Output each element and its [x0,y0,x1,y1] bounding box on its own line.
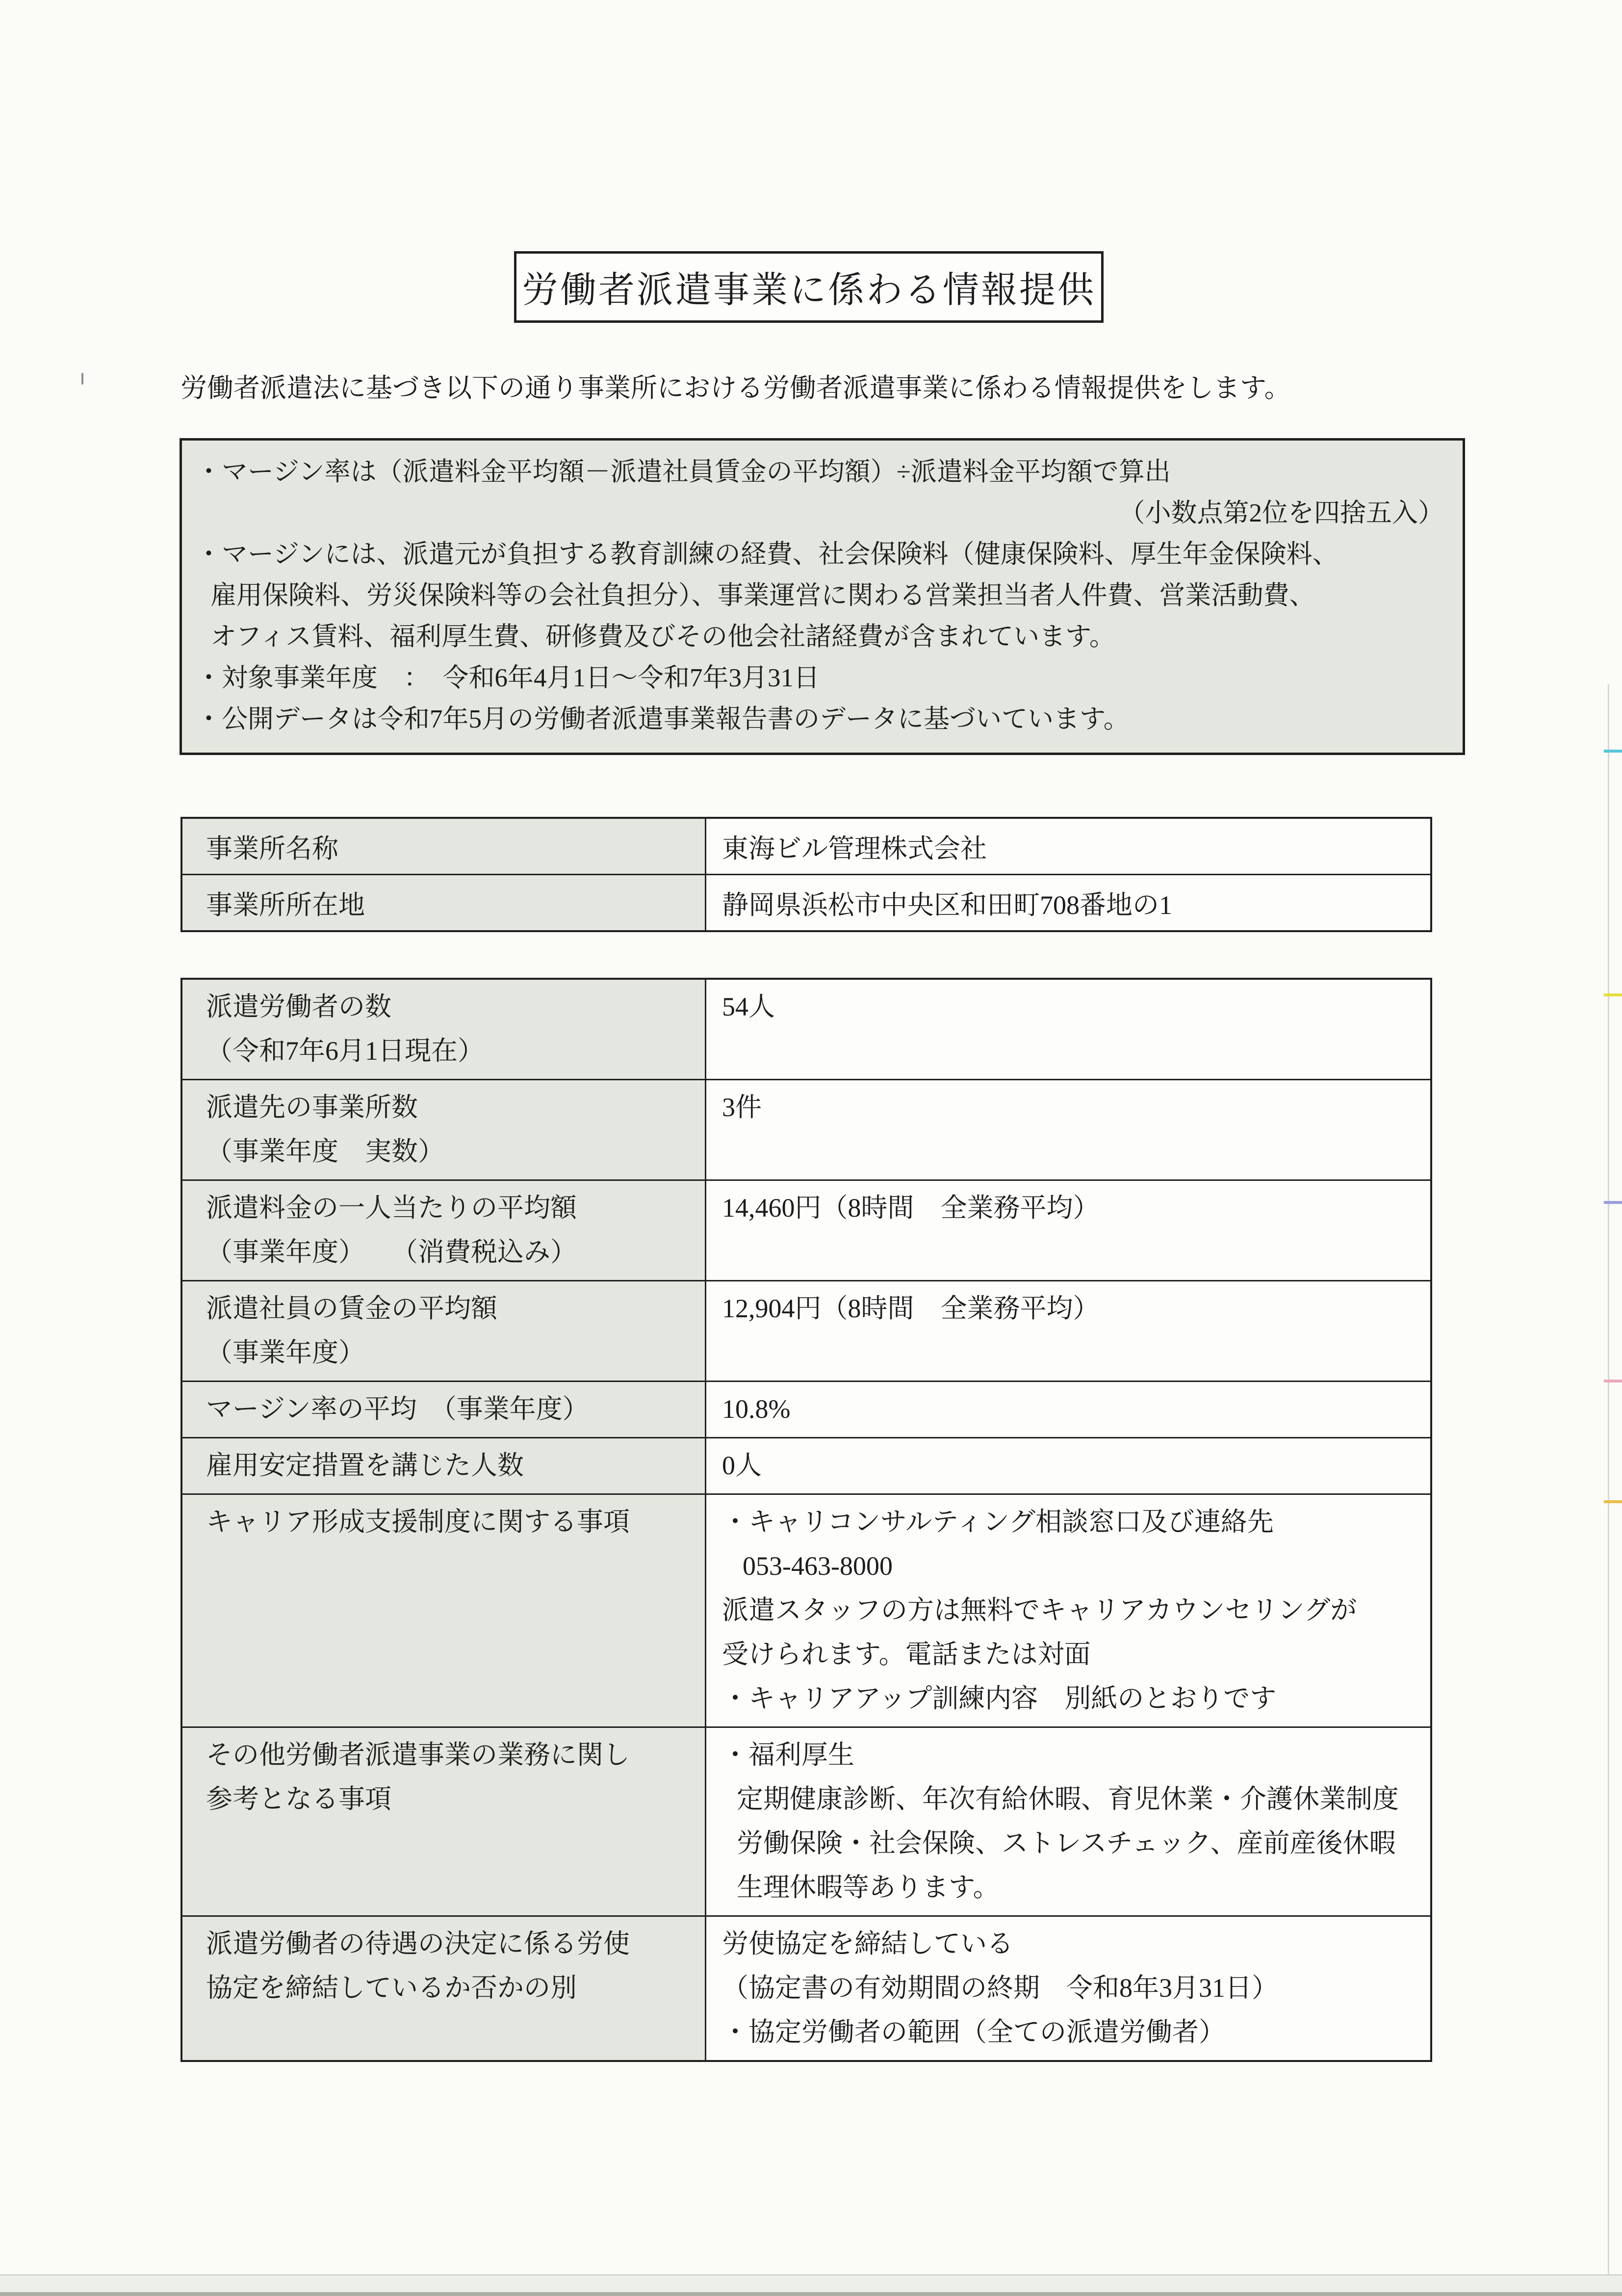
note-line-business-year: ・対象事業年度 ： 令和6年4月1日～令和7年3月31日 [196,664,820,692]
row-label-career-support [181,1494,706,1727]
row-value-worker-count [706,979,1432,1080]
value-line: 派遣スタッフの方は無料でキャリアカウンセリングが [722,1595,1357,1625]
label-line: 協定を締結しているか否かの別 [206,1973,577,2003]
table-row-worker-count [181,979,1431,1080]
row-label-margin-rate [181,1382,706,1438]
value-line: 定期健康診断、年次有給休暇、育児休業・介護休業制度 [737,1784,1399,1814]
row-value-average-wage [706,1281,1432,1382]
office-info-table [180,817,1432,932]
scan-tick-orange [1604,1500,1622,1503]
value-line: ・キャリアアップ訓練内容 別紙のとおりです [722,1684,1277,1713]
value-line: 12,904円（8時間 全業務平均） [722,1294,1100,1323]
table-row-client-count [181,1080,1431,1180]
table-row-employment-stability [181,1438,1431,1494]
row-label-client-count [181,1080,706,1180]
row-label-office-name: 事業所名称 [181,818,706,875]
value-line: 生理休暇等あります。 [737,1873,1000,1902]
intro-text: 労働者派遣法に基づき以下の通り事業所における労働者派遣事業に係わる情報提供をします。 [180,373,1291,403]
table-row-labor-agreement [181,1916,1431,2061]
note-line-margin-contents-3: オフィス賃料、福利厚生費、研修費及びその他会社諸経費が含まれています。 [210,623,1115,651]
margin-rate-notes-box [180,438,1465,755]
table-row-average-fee [181,1180,1431,1281]
label-line: （令和7年6月1日現在） [206,1036,484,1066]
row-value-office-name: 東海ビル管理株式会社 [706,818,1432,875]
label-line: 派遣労働者の待遇の決定に係る労使 [206,1929,630,1958]
label-line: 参考となる事項 [206,1784,391,1814]
label-line: 雇用安定措置を講じた人数 [206,1451,524,1480]
table-row-office-name [181,818,1431,875]
note-line-data-source: ・公開データは令和7年5月の労働者派遣事業報告書のデータに基づいています。 [196,705,1130,733]
note-line-rounding: （小数点第2位を四捨五入） [1119,499,1444,527]
scan-page-edge-line [1608,684,1609,2296]
value-line: 10.8% [722,1394,791,1424]
value-line: 14,460円（8時間 全業務平均） [722,1193,1100,1223]
table-row-other-reference [181,1727,1431,1916]
row-label-worker-count [181,979,706,1080]
value-line: 受けられます。電話または対面 [722,1640,1091,1669]
value-line-phone: 053-463-8000 [743,1551,893,1581]
label-line: キャリア形成支援制度に関する事項 [206,1507,630,1537]
dispatch-details-table [180,978,1432,2062]
value-line: 労使協定を締結している [722,1929,1013,1958]
document-title-box [514,251,1104,323]
row-value-other-reference [706,1727,1432,1916]
value-line: ・福利厚生 [722,1740,854,1770]
table-row-margin-rate [181,1382,1431,1438]
label-line: 派遣社員の賃金の平均額 [206,1294,497,1323]
row-value-average-fee [706,1180,1432,1281]
value-line: ・キャリコンサルティング相談窓口及び連絡先 [722,1507,1274,1537]
value-line: 労働保険・社会保険、ストレスチェック、産前産後休暇 [737,1828,1396,1858]
table-row-career-support [181,1494,1431,1727]
scan-bottom-edge-band [0,2274,1622,2296]
scan-tick-purple [1604,1201,1622,1204]
label-line: その他労働者派遣事業の業務に関し [206,1740,630,1770]
table-row-office-address [181,875,1431,932]
row-value-margin-rate [706,1382,1432,1438]
row-value-office-address: 静岡県浜松市中央区和田町708番地の1 [706,875,1432,932]
row-label-average-wage [181,1281,706,1382]
note-line-margin-contents-2: 雇用保険料、労災保険料等の会社負担分）、事業運営に関わる営業担当者人件費、営業活動費、 [210,581,1315,610]
label-line: マージン率の平均 （事業年度） [206,1394,589,1424]
label-line: （事業年度） [206,1338,365,1367]
row-value-employment-stability [706,1438,1432,1494]
value-line: ・協定労働者の範囲（全ての派遣労働者） [722,2017,1225,2047]
value-line: 0人 [722,1451,762,1480]
value-line: 54人 [722,992,775,1021]
scan-tick-pink [1604,1380,1622,1383]
note-line-margin-formula: ・マージン率は（派遣料金平均額－派遣社員賃金の平均額）÷派遣料金平均額で算出 [196,458,1171,486]
row-label-other-reference [181,1727,706,1916]
label-line: 派遣労働者の数 [206,992,391,1021]
label-line: 派遣先の事業所数 [206,1093,418,1122]
row-label-average-fee [181,1180,706,1281]
label-line: （事業年度） （消費税込み） [206,1237,577,1267]
label-line: 派遣料金の一人当たりの平均額 [206,1193,577,1223]
row-value-career-support [706,1494,1432,1727]
scan-tick-yellow [1604,993,1622,996]
row-label-office-address: 事業所所在地 [181,875,706,932]
row-value-client-count [706,1080,1432,1180]
label-line: （事業年度 実数） [206,1137,444,1166]
table-row-average-wage [181,1281,1431,1382]
document-title: 労働者派遣事業に係わる情報提供 [522,270,1096,311]
row-value-labor-agreement [706,1916,1432,2061]
row-label-employment-stability [181,1438,706,1494]
scan-speck [81,373,83,385]
value-line: 3件 [722,1093,762,1122]
scan-tick-cyan [1604,750,1622,753]
row-label-labor-agreement [181,1916,706,2061]
note-line-margin-contents-1: ・マージンには、派遣元が負担する教育訓練の経費、社会保険料（健康保険料、厚生年金保険料、 [196,540,1339,569]
value-line: （協定書の有効期間の終期 令和8年3月31日） [722,1973,1278,2003]
